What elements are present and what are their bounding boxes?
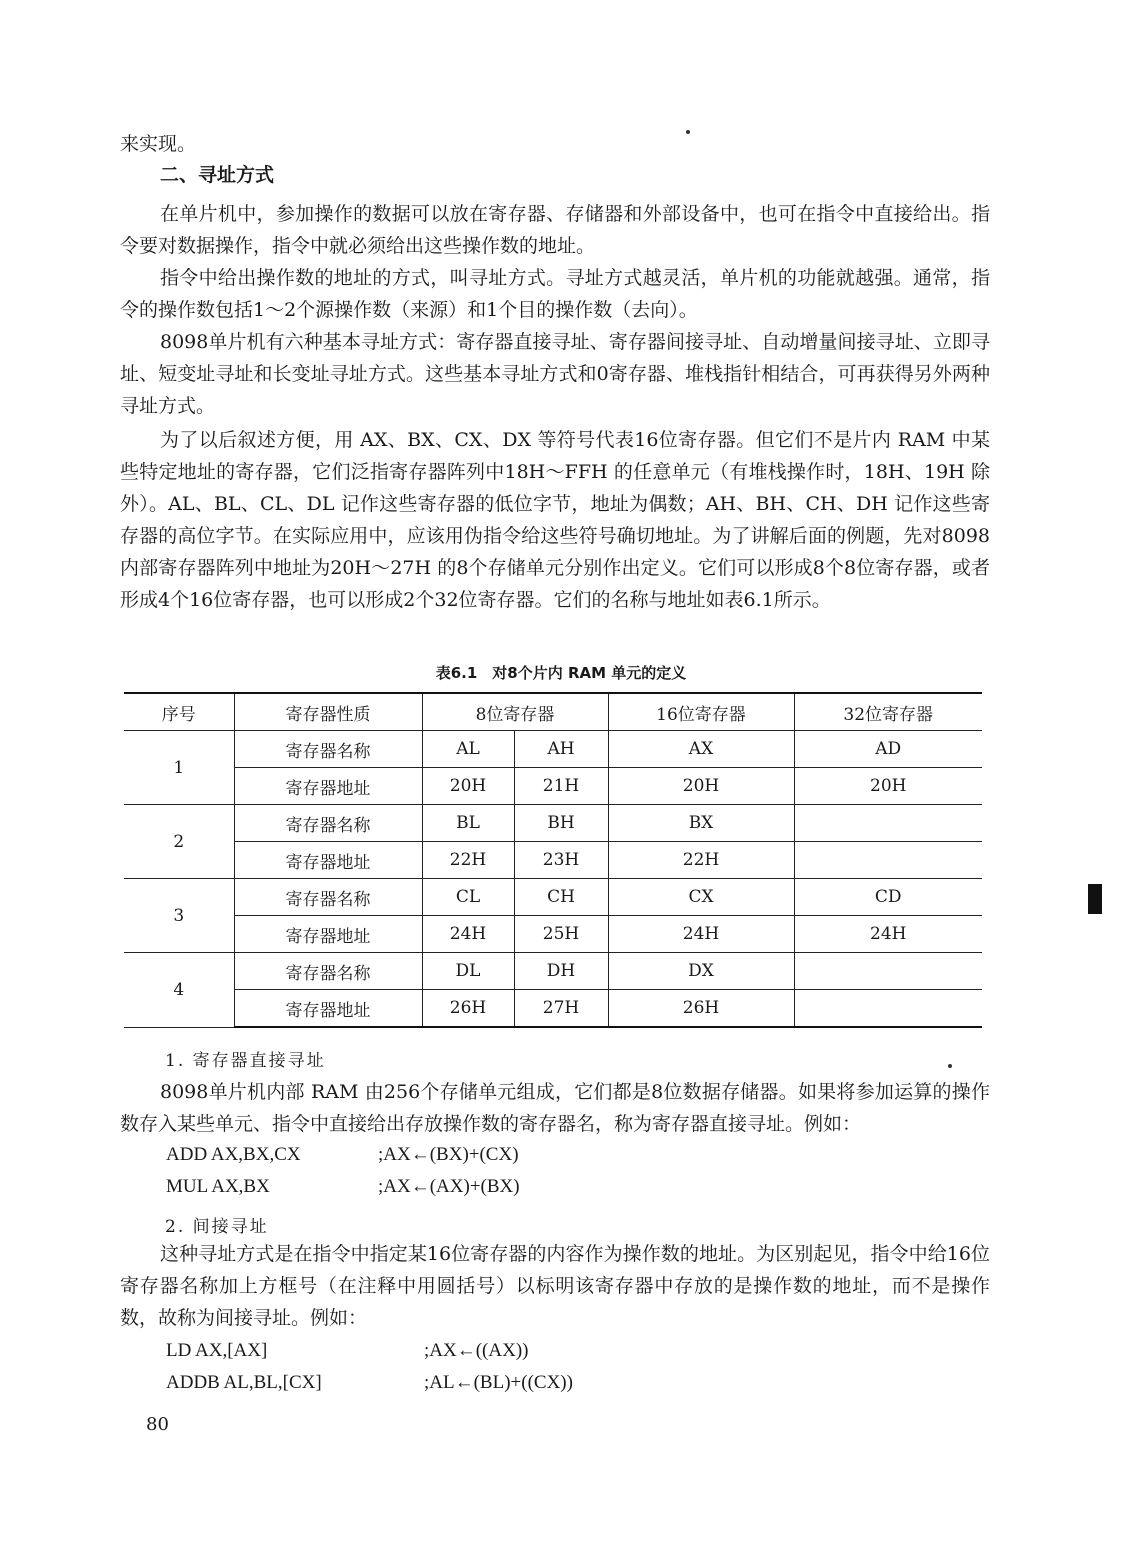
table-row	[124, 805, 982, 842]
table-header-row	[124, 693, 982, 731]
code-comment: ;AL←(BL)+((CX))	[424, 1372, 573, 1393]
table-caption: 表6.1 对8个片内 RAM 单元的定义	[435, 664, 687, 682]
table-cell	[794, 990, 982, 1028]
row-number: 1	[124, 731, 234, 805]
table-cell: AH	[514, 731, 608, 768]
table-cell: 26H	[422, 990, 514, 1028]
subsection-1-text: 8098单片机内部 RAM 由256个存储单元组成，它们都是8位数据存储器。如果将参加运算的操作数存入某些单元、指令中直接给出存放操作数的寄存器名，称为寄存器直接寻址。例如：	[120, 1081, 990, 1135]
code-instruction: ADDB AL,BL,[CX]	[166, 1372, 322, 1393]
paragraph-1: 在单片机中，参加操作的数据可以放在寄存器、存储器和外部设备中，也可在指令中直接给出。指令要对数据操作，指令中就必须给出这些操作数的地址。	[120, 203, 990, 257]
table-cell: DL	[422, 953, 514, 990]
table-cell: 21H	[514, 768, 608, 805]
table-cell: 24H	[422, 916, 514, 953]
table-row	[124, 953, 982, 990]
code-comment: ;AX←(BX)+(CX)	[378, 1144, 519, 1165]
row-label: 寄存器名称	[234, 805, 422, 842]
table-cell: DH	[514, 953, 608, 990]
table-cell: 24H	[794, 916, 982, 953]
row-label: 寄存器地址	[234, 842, 422, 879]
paragraph-3: 8098单片机有六种基本寻址方式：寄存器直接寻址、寄存器间接寻址、自动增量间接寻址、立即寻址、短变址寻址和长变址寻址方式。这些基本寻址方式和0寄存器、堆栈指针相结合，可再获得另外两种寻址方式。	[120, 331, 990, 417]
table-header: 8位寄存器	[422, 693, 608, 731]
table-row	[124, 731, 982, 768]
table-header: 32位寄存器	[794, 693, 982, 731]
table-cell: AX	[608, 731, 794, 768]
row-label: 寄存器名称	[234, 953, 422, 990]
table-cell: CL	[422, 879, 514, 916]
code-instruction: MUL AX,BX	[166, 1176, 270, 1197]
scan-speck	[686, 130, 690, 134]
row-label: 寄存器地址	[234, 990, 422, 1028]
table-cell: 20H	[422, 768, 514, 805]
table-cell: 20H	[608, 768, 794, 805]
table-cell: DX	[608, 953, 794, 990]
table-cell: AL	[422, 731, 514, 768]
row-label: 寄存器名称	[234, 731, 422, 768]
table-row	[124, 916, 982, 953]
table-row	[124, 768, 982, 805]
table-cell: CH	[514, 879, 608, 916]
subsection-2-heading: 2. 间接寻址	[165, 1217, 269, 1237]
table-cell	[794, 805, 982, 842]
table-cell	[794, 842, 982, 879]
paragraph-4: 为了以后叙述方便，用 AX、BX、CX、DX 等符号代表16位寄存器。但它们不是片内 RAM 中某些特定地址的寄存器，它们泛指寄存器阵列中18H～FFH 的任意单元（有堆栈操作时，18H、19H 除外）。AL、BL、CL、DL 记作这些寄存器的低位字节，地址为偶数；AH、BH、CH、DH 记作这些寄存器的高位字节。在实际应用中，应该用伪指令给这些符号确切地址。为了讲解后面的例题，先对8098内部寄存器阵列中地址为20H～27H 的8个存储单元分别作出定义。它们可以形成8个8位寄存器，或者形成4个16位寄存器，也可以形成2个32位寄存器。它们的名称与地址如表6.1所示。	[120, 429, 990, 611]
table-header: 序号	[124, 693, 234, 731]
register-table	[124, 692, 982, 1028]
table-cell: BX	[608, 805, 794, 842]
table-cell: AD	[794, 731, 982, 768]
table-header: 16位寄存器	[608, 693, 794, 731]
table-cell: 20H	[794, 768, 982, 805]
table-cell: BL	[422, 805, 514, 842]
table-cell: CD	[794, 879, 982, 916]
intro-fragment: 来实现。	[120, 133, 197, 155]
paragraph-2: 指令中给出操作数的地址的方式，叫寻址方式。寻址方式越灵活，单片机的功能就越强。通常，指令的操作数包括1～2个源操作数（来源）和1个目的操作数（去向）。	[120, 267, 990, 321]
table-cell: 25H	[514, 916, 608, 953]
row-label: 寄存器地址	[234, 916, 422, 953]
table-cell: 24H	[608, 916, 794, 953]
table-header: 寄存器性质	[234, 693, 422, 731]
table-row	[124, 842, 982, 879]
row-label: 寄存器地址	[234, 768, 422, 805]
table-cell: CX	[608, 879, 794, 916]
table-cell: 22H	[608, 842, 794, 879]
code-comment: ;AX←(AX)+(BX)	[378, 1176, 520, 1197]
scan-speck	[948, 1064, 952, 1068]
table-cell: 26H	[608, 990, 794, 1028]
table-cell: 22H	[422, 842, 514, 879]
table-cell: 23H	[514, 842, 608, 879]
table-cell: BH	[514, 805, 608, 842]
margin-mark	[1088, 884, 1102, 914]
subsection-1-heading: 1. 寄存器直接寻址	[165, 1051, 326, 1071]
code-comment: ;AX←((AX))	[424, 1340, 529, 1361]
row-label: 寄存器名称	[234, 879, 422, 916]
table-cell: 27H	[514, 990, 608, 1028]
row-number: 2	[124, 805, 234, 879]
subsection-2-text: 这种寻址方式是在指令中指定某16位寄存器的内容作为操作数的地址。为区别起见，指令中给16位寄存器名称加上方框号（在注释中用圆括号）以标明该寄存器中存放的是操作数的地址，而不是操作数，故称为间接寻址。例如：	[120, 1243, 990, 1329]
row-number: 4	[124, 953, 234, 1028]
table-row	[124, 879, 982, 916]
page-number: 80	[146, 1414, 169, 1435]
table-cell	[794, 953, 982, 990]
section-heading: 二、寻址方式	[160, 164, 275, 186]
table-row	[124, 990, 982, 1028]
code-instruction: LD AX,[AX]	[166, 1340, 268, 1361]
code-instruction: ADD AX,BX,CX	[166, 1144, 301, 1165]
row-number: 3	[124, 879, 234, 953]
